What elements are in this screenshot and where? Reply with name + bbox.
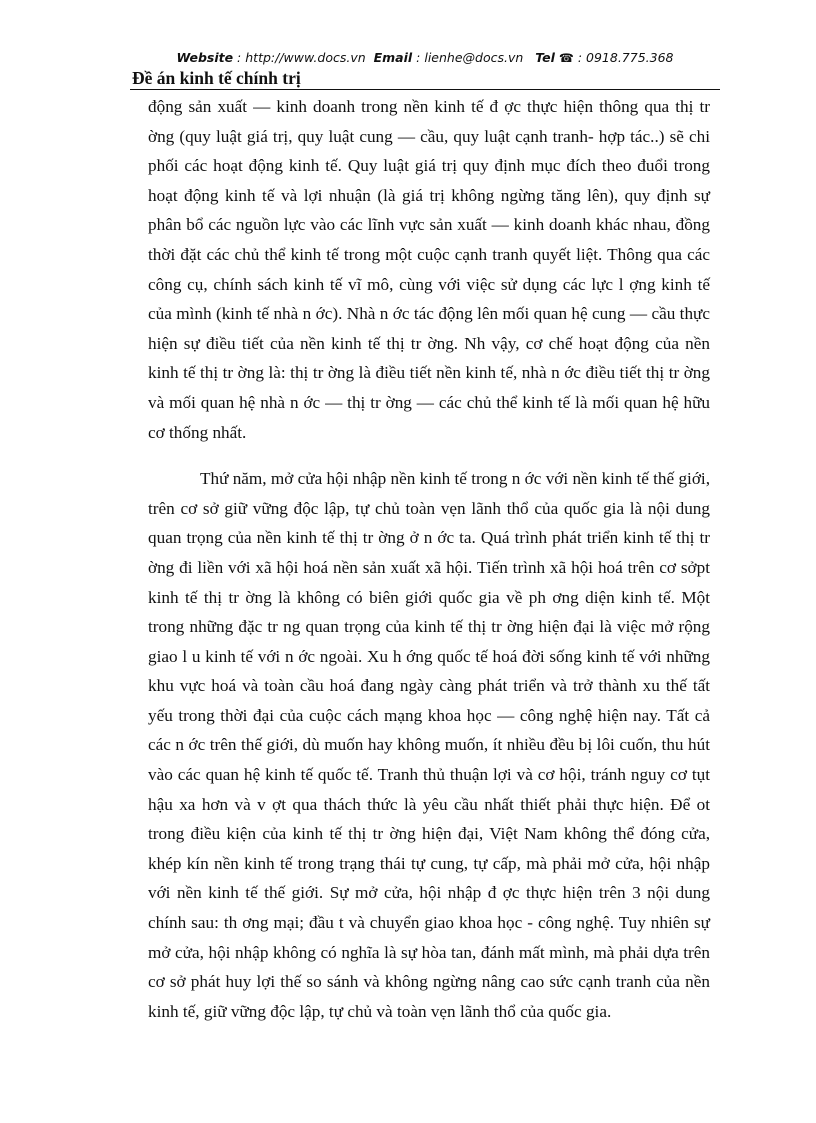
tel-label: Tel bbox=[535, 50, 555, 65]
paragraph-1: động sản xuất — kinh doanh trong nền kinh tế đ ợc thực hiện thông qua thị tr ờng (quy luật giá trị, quy luật cung — cầu, quy luật cạnh tranh- hợp tác..) sẽ chi phối các hoạt động kinh tế. Quy luật giá trị quy định mục đích theo đuổi trong hoạt động kinh tế và lợi nhuận (là giá trị không ngừng tăng lên), quy định sự phân bổ các nguồn lực vào các lĩnh vực sản xuất — kinh doanh khác nhau, đồng thời đặt các chủ thể kinh tế trong một cuộc cạnh tranh quyết liệt. Thông qua các công cụ, chính sách kinh tế vĩ mô, cùng với việc sử dụng các lực l ợng kinh tế của mình (kinh tế nhà n ớc). Nhà n ớc tác động lên mối quan hệ cung — cầu thực hiện sự điều tiết của nền kinh tế thị tr ờng. Nh vậy, cơ chế hoạt động của nền kinh tế thị tr ờng là: thị tr ờng là điều tiết nền kinh tế, nhà n ớc điều tiết thị tr ờng và mối quan hệ nhà n ớc — thị tr ờng — các chủ thể kinh tế là mối quan hệ hữu cơ thống nhất. bbox=[148, 97, 710, 442]
website-separator: : bbox=[233, 50, 246, 65]
document-body bbox=[148, 92, 710, 1026]
website-link[interactable]: http://www.docs.vn bbox=[245, 50, 366, 65]
paragraph-2: Thứ năm, mở cửa hội nhập nền kinh tế trong n ớc với nền kinh tế thế giới, trên cơ sở giữ vững độc lập, tự chủ toàn vẹn lãnh thổ của quốc gia là nội dung quan trọng của nền kinh tế thị tr ờng ở n ớc ta. Quá trình phát triển kinh tế thị tr ờng đi liền với xã hội hoá nền sản xuất xã hội. Tiến trình xã hội hoá trên cơ sởpt kinh tế thị tr ờng là không có biên giới quốc gia về ph ơng diện kinh tế. Một trong những đặc tr ng quan trọng của kinh tế thị tr ờng hiện đại là việc mở rộng giao l u kinh tế với n ớc ngoài. Xu h ớng quốc tế hoá đời sống kinh tế với những khu vực hoá và toàn cầu hoá đang ngày càng phát triển và trở thành xu thế tất yếu trong thời đại của cuộc cách mạng khoa học — công nghệ hiện nay. Tất cả các n ớc trên thế giới, dù muốn hay không muốn, ít nhiều đều bị lôi cuốn, thu hút vào các quan hệ kinh tế quốc tế. Tranh thủ thuận lợi và cơ hội, tránh nguy cơ tụt hậu xa hơn và v ợt qua thách thức là yêu cầu nhất thiết phải thực hiện. Để ot trong điều kiện của kinh tế thị tr ờng hiện đại, Việt Nam không thể đóng cửa, khép kín nền kinh tế trong trạng thái tự cung, tự cấp, mà phải mở cửa, hội nhập với nền kinh tế thế giới. Sự mở cửa, hội nhập đ ợc thực hiện trên 3 nội dung chính sau: th ơng mại; đầu t và chuyển giao khoa học - công nghệ. Tuy nhiên sự mở cửa, hội nhập không có nghĩa là sự hòa tan, đánh mất mình, mà phải dựa trên cơ sở phát huy lợi thế so sánh và không ngừng nâng cao sức cạnh tranh của nền kinh tế, giữ vững độc lập, tự chủ và toàn vẹn lãnh thổ của quốc gia. bbox=[148, 469, 710, 1021]
email-separator: : bbox=[412, 50, 425, 65]
email-link[interactable]: lienhe@docs.vn bbox=[424, 50, 524, 65]
tel-separator: : bbox=[573, 50, 587, 65]
email-label: Email bbox=[373, 50, 413, 65]
page-header bbox=[130, 49, 720, 89]
document-title: Đề án kinh tế chính trị bbox=[130, 67, 720, 90]
contact-line bbox=[130, 49, 720, 67]
website-label: Website bbox=[176, 50, 234, 65]
telephone-icon: ☎ bbox=[558, 51, 574, 65]
tel-number: 0918.775.368 bbox=[586, 50, 674, 65]
